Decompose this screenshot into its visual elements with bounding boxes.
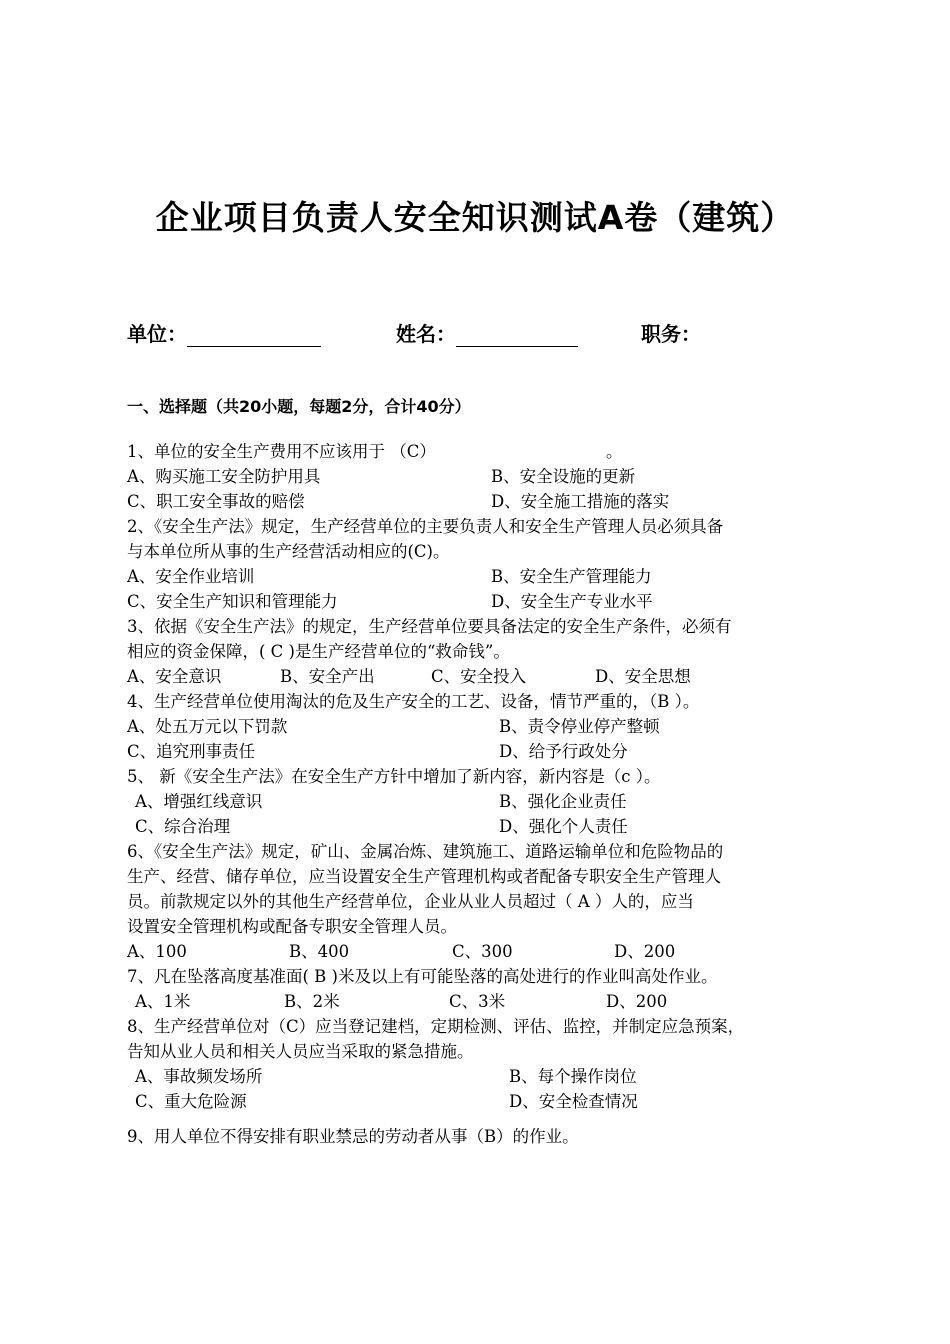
option-8c: C、重大危险源 [135,1092,247,1111]
option-4a: A、处五万元以下罚款 [127,717,288,736]
option-1b: B、安全设施的更新 [491,467,636,486]
option-7b: B、2米 [284,992,340,1011]
option-3c: C、安全投入 [431,667,527,686]
option-2a: A、安全作业培训 [127,567,255,586]
question-2-line-1: 2、《安全生产法》规定，生产经营单位的主要负责人和安全生产管理人员必须具备 [127,517,724,536]
question-4: 4、生产经营单位使用淘汰的危及生产安全的工艺、设备，情节严重的，（B ）。 [127,692,700,711]
question-6-line-4: 设置安全管理机构或配备专职安全管理人员。 [127,917,457,936]
option-1d: D、安全施工措施的落实 [491,492,670,511]
option-6b: B、400 [289,942,350,961]
question-3-line-2: 相应的资金保障，( C )是生产经营单位的“救命钱”。 [127,642,510,661]
name-blank[interactable] [456,326,578,347]
option-3b: B、安全产出 [280,667,375,686]
option-7c: C、3米 [449,992,506,1011]
question-2-line-2: 与本单位所从事的生产经营活动相应的(C)。 [127,542,450,561]
option-3a: A、安全意识 [127,667,222,686]
option-1a: A、购买施工安全防护用具 [127,467,321,486]
question-1: 1、单位的安全生产费用不应该用于 （C） [127,442,436,461]
question-5: 5、 新《安全生产法》在安全生产方针中增加了新内容，新内容是（c ）。 [127,767,661,786]
option-7d: D、200 [606,992,668,1011]
question-3-line-1: 3、依据《安全生产法》的规定，生产经营单位要具备法定的安全生产条件，必须有 [127,617,732,636]
position-field [641,318,701,347]
option-2d: D、安全生产专业水平 [491,592,653,611]
question-8-line-2: 告知从业人员和相关人员应当采取的紧急措施。 [127,1042,474,1061]
question-6-line-2: 生产、经营、储存单位，应当设置安全生产管理机构或者配备专职安全生产管理人 [127,867,721,886]
name-field [396,318,578,347]
option-6a: A、100 [127,942,187,961]
question-7: 7、凡在坠落高度基准面( B )米及以上有可能坠落的高处进行的作业叫高处作业。 [127,967,718,986]
question-1-end: 。 [606,442,623,461]
position-label: 职务： [641,322,701,346]
option-3d: D、安全思想 [595,667,691,686]
option-8d: D、安全检查情况 [509,1092,638,1111]
option-8a: A、事故频发场所 [135,1067,263,1086]
option-2c: C、安全生产知识和管理能力 [127,592,338,611]
question-6-line-3: 员。前款规定以外的其他生产经营单位，企业从业人员超过（ A ）人的，应当 [127,892,694,911]
option-8b: B、每个操作岗位 [509,1067,637,1086]
question-9: 9、用人单位不得安排有职业禁忌的劳动者从事（B）的作业。 [127,1127,579,1146]
option-5b: B、强化企业责任 [499,792,627,811]
option-7a: A、1米 [135,992,191,1011]
unit-blank[interactable] [187,326,321,347]
option-4d: D、给予行政处分 [499,742,628,761]
option-6c: C、300 [452,942,513,961]
option-5a: A、增强红线意识 [135,792,263,811]
section-title: 一、选择题（共20小题，每题2分，合计40分） [127,397,471,416]
option-6d: D、200 [614,942,676,961]
option-5d: D、强化个人责任 [499,817,628,836]
name-label: 姓名： [396,322,456,346]
option-4b: B、责令停业停产整顿 [499,717,660,736]
option-4c: C、追究刑事责任 [127,742,256,761]
option-5c: C、综合治理 [135,817,231,836]
unit-field [127,318,321,347]
unit-label: 单位： [127,322,187,346]
question-8-line-1: 8、生产经营单位对（C）应当登记建档，定期检测、评估、监控，并制定应急预案， [127,1017,745,1036]
question-6-line-1: 6、《安全生产法》规定，矿山、金属冶炼、建筑施工、道路运输单位和危险物品的 [127,842,724,861]
document-title: 企业项目负责人安全知识测试A卷（建筑） [155,198,795,237]
option-1c: C、职工安全事故的赔偿 [127,492,305,511]
option-2b: B、安全生产管理能力 [491,567,652,586]
